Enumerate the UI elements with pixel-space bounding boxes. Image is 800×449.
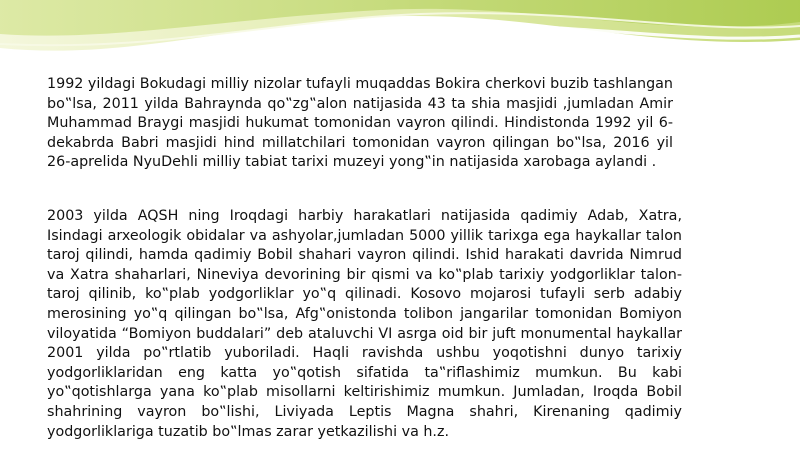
paragraph-1: 1992 yildagi Bokudagi milliy nizolar tufayli muqaddas Bokira cherkovi buzib tashlangan bo‟lsa, 2011 yilda Bahraynda qo‟zg‟alon natijasida 43 ta shia masjidi ,jumladan Amir Muhammad Braygi masjidi hukumat tomonidan vayron qilindi. Hindistonda 1992 yil 6-dekabrda Babri masjidi hind millatchilari tomonidan vayron qilingan bo‟lsa, 2016 yil 26-aprelida NyuDehli milliy tabiat tarixi muzeyi yong‟in natijasida xarobaga aylandi . (47, 76, 673, 171)
paragraph-2: 2003 yilda AQSH ning Iroqdagi harbiy harakatlari natijasida qadimiy Adab, Xatra, Isindagi arxeologik obidalar va ashyolar,jumladan 5000 yillik tarixga ega haykallar talon taroj qilindi, hamda qadimiy Bobil shahari vayron qilindi. Ishid harakati davrida Nimrud va Xatra shaharlari, Nineviya devorining bir qismi va ko‟plab tarixiy yodgorliklar talon- taroj qilinib, ko‟plab yodgorliklar yo‟q qilinadi. Kosovo mojarosi tufayli serb adabiy merosining yo‟q qilingan bo‟lsa, Afg‟onistonda tolibon jangarilar tomonidan Bomiyon viloyatida “Bomiyon buddalari” deb ataluvchi VI asrga oid bir juft monumental haykallar 2001 yilda po‟rtlatib yuboriladi. Haqli ravishda ushbu yoqotishni dunyo tarixiy yodgorliklaridan eng katta yo‟qotish sifatida ta‟riflashimiz mumkun. Bu kabi yo‟qotishlarga yana ko‟plab misollarni keltirishimiz mumkun. Jumladan, Iroqda Bobil shahrining vayron bo‟lishi, Liviyada Leptis Magna shahri, Kirenaning qadimiy yodgorliklariga tuzatib bo‟lmas zarar yetkazilishi va h.z. (47, 208, 682, 440)
decorative-wave-banner (0, 0, 800, 70)
